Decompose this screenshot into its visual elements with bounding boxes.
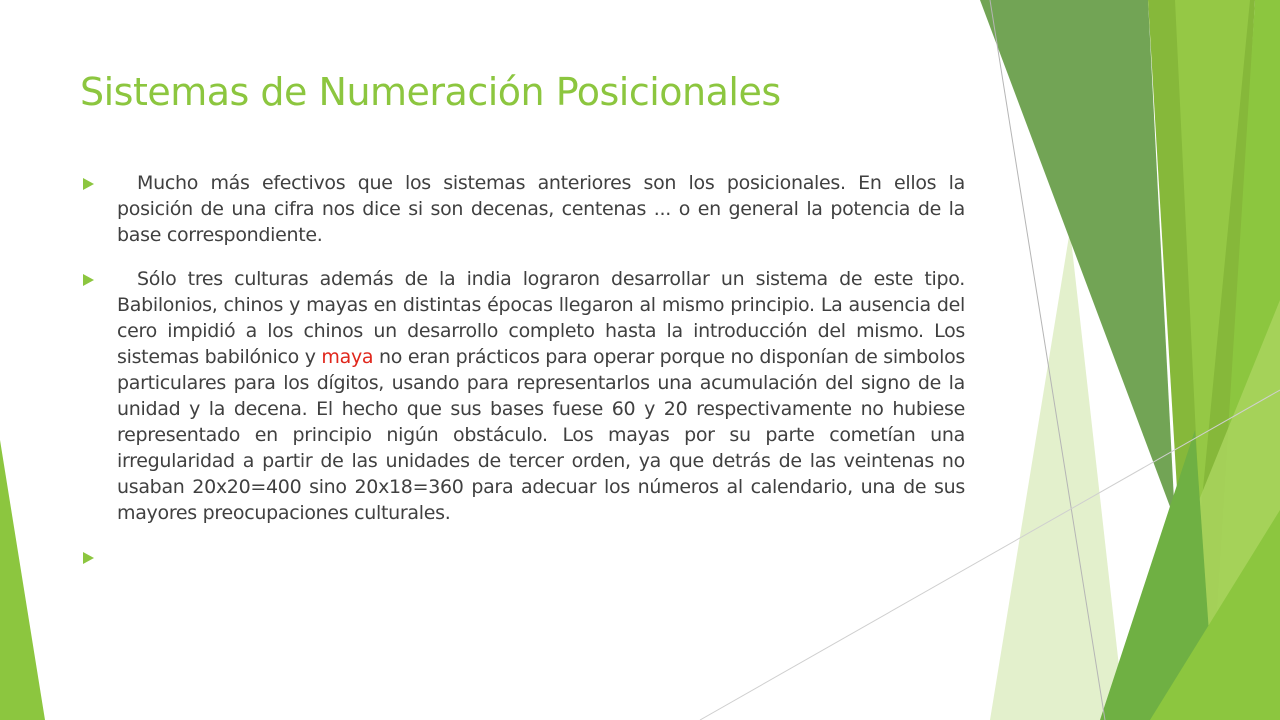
bullet-text: Mucho más efectivos que los sistemas anteriores son los posicionales. En ellos la posición de una cifra nos dice si son decenas, centenas ... o en general la potencia de la base correspondiente. (117, 172, 965, 246)
slide-title: Sistemas de Numeración Posicionales (80, 70, 781, 114)
triangle-bullet-icon (83, 178, 94, 190)
bullet-text-continued: no eran prácticos para operar porque no disponían de simbolos particulares para los dígitos, usando para representarlos una acumulación del signo de la unidad y la decena. El hecho que sus bases fuese 60 y 20 respectivamente no hubiese representado en principio nigún obstáculo. Los mayas por su parte cometían una irregularidad a partir de las unidades de tercer orden, ya que detrás de las veintenas no usaban 20x20=400 sino 20x18=360 para adecuar los números al calendario, una de sus mayores preocupaciones culturales. (117, 346, 965, 524)
bullet-item (80, 170, 965, 248)
bullet-list (80, 170, 965, 588)
bullet-item (80, 266, 965, 526)
triangle-bullet-icon (83, 274, 94, 286)
triangle-bullet-icon (83, 552, 94, 564)
bullet-item-empty (80, 544, 965, 570)
highlighted-word: maya (321, 346, 374, 368)
left-edge-triangle (0, 440, 45, 720)
bullet-text: Sólo tres culturas además de la india lograron desarrollar un sistema de este tipo. Babilonios, chinos y mayas en distintas épocas llegaron al mismo principio. La ausencia del cero impidió a los chinos un desarrollo completo hasta la introducción del mismo. Los sistemas babilónico y (117, 268, 965, 368)
